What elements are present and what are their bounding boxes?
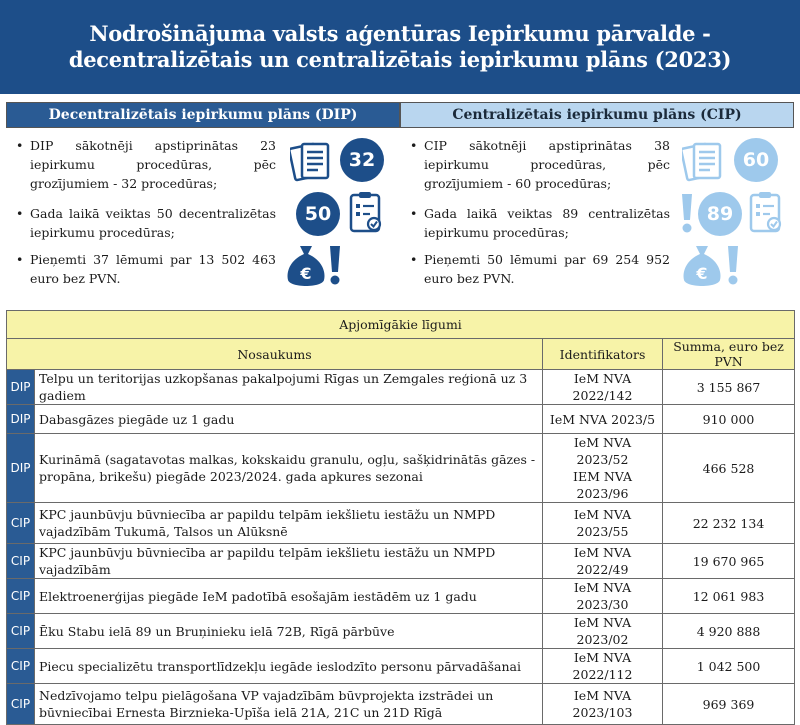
- dip-heading: Decentralizētais iepirkumu plāns (DIP): [6, 102, 400, 128]
- row-tag: CIP: [7, 544, 35, 579]
- row-sum: 969 369: [663, 684, 795, 725]
- cip-heading: Centralizētais iepirkumu plāns (CIP): [400, 102, 794, 128]
- cip-bullets: [408, 136, 670, 296]
- row-tag: CIP: [7, 649, 35, 684]
- money-bag-icon: [284, 242, 328, 290]
- row-sum: 910 000: [663, 405, 795, 434]
- contracts-table: [6, 310, 795, 725]
- table-row: [7, 649, 795, 684]
- row-sum: 4 920 888: [663, 614, 795, 649]
- row-sum: 1 042 500: [663, 649, 795, 684]
- dip-badge-performed: 50: [296, 192, 340, 236]
- dip-badge-procedures: 32: [340, 138, 384, 182]
- table-row: [7, 405, 795, 434]
- table-row: [7, 579, 795, 614]
- dip-bullets: [14, 136, 276, 296]
- exclamation-icon: [328, 244, 342, 286]
- cip-bullet-3: • Pieņemti 50 lēmumi par 69 254 952 euro bez PVN.: [408, 250, 670, 288]
- row-sum: 12 061 983: [663, 579, 795, 614]
- row-ident-line: IEM NVA 2023/96: [573, 469, 632, 501]
- table-row: [7, 434, 795, 503]
- exclamation-icon: [726, 244, 740, 286]
- row-sum: 22 232 134: [663, 503, 795, 544]
- clipboard-check-icon: [348, 190, 384, 234]
- money-bag-icon: [680, 242, 724, 290]
- cip-bullet-2: • Gada laikā veiktas 89 centralizētas iepirkumu procedūras;: [408, 204, 670, 242]
- table-row: [7, 614, 795, 649]
- row-tag: CIP: [7, 614, 35, 649]
- dip-bullet-1: • DIP sākotnēji apstiprinātas 23 iepirkumu procedūras, pēc grozījumiem - 32 procedūras;: [14, 136, 276, 193]
- row-tag: DIP: [7, 434, 35, 503]
- table-row: [7, 370, 795, 405]
- svg-text:€: €: [696, 264, 708, 283]
- row-ident: IeM NVA 2022/49: [543, 544, 663, 579]
- row-ident: IeM NVA 2023/02: [543, 614, 663, 649]
- row-ident: IeM NVA 2022/112: [543, 649, 663, 684]
- row-name: Telpu un teritorijas uzkopšanas pakalpojumi Rīgas un Zemgales reģionā uz 3 gadiem: [35, 370, 543, 405]
- row-ident: IeM NVA 2023/103: [543, 684, 663, 725]
- cip-badge-performed: 89: [698, 192, 742, 236]
- svg-text:€: €: [300, 264, 312, 283]
- row-name: KPC jaunbūvju būvniecība ar papildu telpām iekšlietu iestāžu un NMPD vajadzībām Tukumā, Talsos un Alūksnē: [35, 503, 543, 544]
- column-header-sum: Summa, euro bez PVN: [663, 339, 795, 370]
- table-row: [7, 544, 795, 579]
- row-name: Kurināmā (sagatavotas malkas, kokskaidu granulu, ogļu, sašķidrinātās gāzes - propāna, brikešu) piegāde 2023/2024. gada apkures sezonai: [35, 434, 543, 503]
- column-header-ident: Identifikators: [543, 339, 663, 370]
- row-sum: 466 528: [663, 434, 795, 503]
- page-header: [0, 0, 800, 94]
- row-name: Dabasgāzes piegāde uz 1 gadu: [35, 405, 543, 434]
- clipboard-check-icon: [748, 190, 784, 234]
- documents-icon: [682, 140, 726, 182]
- row-ident: IeM NVA 2023/5: [543, 405, 663, 434]
- row-ident: IeM NVA 2023/30: [543, 579, 663, 614]
- cip-badge-procedures: 60: [734, 138, 778, 182]
- row-tag: CIP: [7, 579, 35, 614]
- row-sum: 3 155 867: [663, 370, 795, 405]
- row-tag: CIP: [7, 503, 35, 544]
- row-name: KPC jaunbūvju būvniecība ar papildu telpām iekšlietu iestāžu un NMPD vajadzībām: [35, 544, 543, 579]
- row-tag: DIP: [7, 370, 35, 405]
- row-name: Nedzīvojamo telpu pielāgošana VP vajadzībām būvprojekta izstrādei un būvniecībai Ernesta Birznieka-Upīša ielā 21A, 21C un 21D Rīgā: [35, 684, 543, 725]
- dip-bullet-2: • Gada laikā veiktas 50 decentralizētas iepirkumu procedūras;: [14, 204, 276, 242]
- page-title-line1: Nodrošinājuma valsts aģentūras Iepirkumu pārvalde -: [89, 21, 711, 46]
- row-name: Piecu specializētu transportlīdzekļu iegāde ieslodzīto personu pārvadāšanai: [35, 649, 543, 684]
- row-name: Ēku Stabu ielā 89 un Bruņinieku ielā 72B, Rīgā pārbūve: [35, 614, 543, 649]
- row-tag: DIP: [7, 405, 35, 434]
- row-ident: IeM NVA 2023/55: [543, 503, 663, 544]
- column-header-name: Nosaukums: [7, 339, 543, 370]
- exclamation-icon: [680, 192, 694, 234]
- dip-bullet-3: • Pieņemti 37 lēmumi par 13 502 463 euro bez PVN.: [14, 250, 276, 288]
- table-caption: Apjomīgākie līgumi: [7, 311, 795, 339]
- table-caption-row: [7, 311, 795, 339]
- row-tag: CIP: [7, 684, 35, 725]
- row-ident: IeM NVA 2022/142: [543, 370, 663, 405]
- cip-bullet-1: • CIP sākotnēji apstiprinātas 38 iepirkumu procedūras, pēc grozījumiem - 60 procedūras;: [408, 136, 670, 193]
- documents-icon: [290, 140, 334, 182]
- table-header-row: [7, 339, 795, 370]
- table-row: [7, 503, 795, 544]
- row-sum: 19 670 965: [663, 544, 795, 579]
- row-name: Elektroenerģijas piegāde IeM padotībā esošajām iestādēm uz 1 gadu: [35, 579, 543, 614]
- table-row: [7, 684, 795, 725]
- page-title-line2: decentralizētais un centralizētais iepirkumu plāns (2023): [68, 47, 732, 72]
- row-ident-line: IeM NVA 2023/52: [573, 435, 632, 467]
- row-ident: [543, 434, 663, 503]
